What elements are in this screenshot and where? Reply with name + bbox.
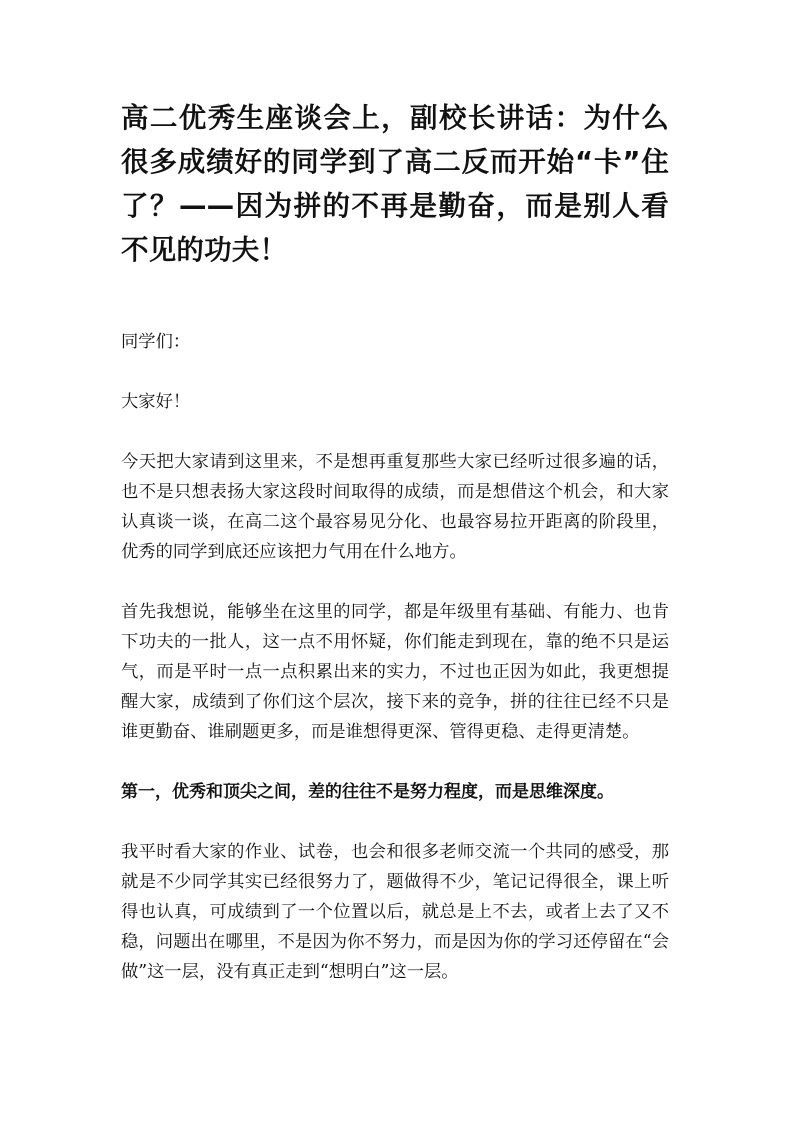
paragraph-section-body: 我平时看大家的作业、试卷，也会和很多老师交流一个共同的感受，那就是不少同学其实已经很努力了，题做得不少，笔记记得很全，课上听得也认真，可成绩到了一个位置以后，就总是上不去，或者上去了又不稳，问题出在哪里，不是因为你不努力，而是因为你的学习还停留在“会做”这一层，没有真正走到“想明白”这一层。	[121, 842, 669, 982]
document-body	[121, 96, 669, 987]
section-heading: 第一，优秀和顶尖之间，差的往往不是努力程度，而是思维深度。	[121, 782, 614, 802]
salutation: 同学们：	[121, 332, 191, 352]
greeting: 大家好！	[121, 392, 191, 412]
paragraph-intro: 今天把大家请到这里来，不是想再重复那些大家已经听过很多遍的话，也不是只想表扬大家这段时间取得的成绩，而是想借这个机会，和大家认真谈一谈，在高二这个最容易见分化、也最容易拉开距离的阶段里，优秀的同学到底还应该把力气用在什么地方。	[121, 452, 669, 562]
document-title: 高二优秀生座谈会上，副校长讲话：为什么很多成绩好的同学到了高二反而开始“卡”住了？——因为拼的不再是勤奋，而是别人看不见的功夫！	[121, 102, 669, 266]
paragraph-context: 首先我想说，能够坐在这里的同学，都是年级里有基础、有能力、也肯下功夫的一批人，这一点不用怀疑，你们能走到现在，靠的绝不只是运气，而是平时一点一点积累出来的实力，不过也正因为如此，我更想提醒大家，成绩到了你们这个层次，接下来的竞争，拼的往往已经不只是谁更勤奋、谁刷题更多，而是谁想得更深、管得更稳、走得更清楚。	[121, 602, 669, 742]
